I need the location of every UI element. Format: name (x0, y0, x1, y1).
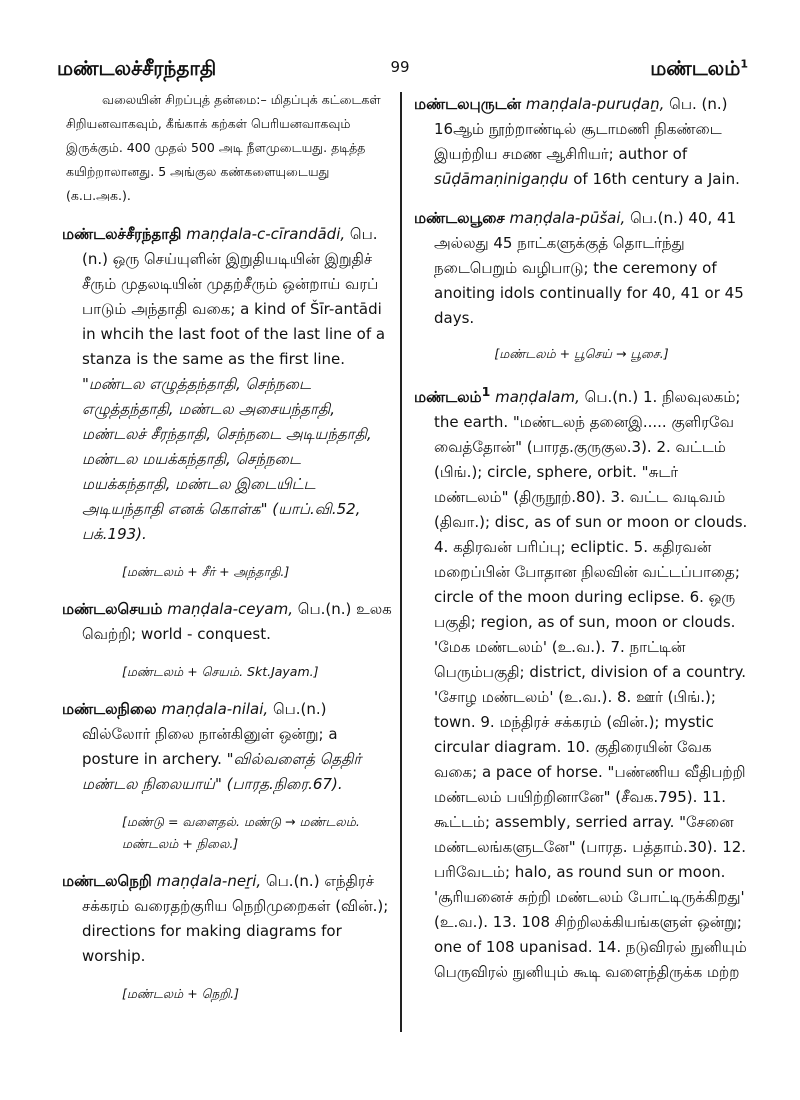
definition: பெ.(n.) 40, 41 அல்லது 45 நாட்களுக்குத் தொடர்ந்து நடைபெறும் வழிபாடு; the ceremony of anoiting idols continually for 40, 41 or 45 days. (434, 209, 744, 327)
headword (414, 384, 491, 406)
citation: "மண்டல எழுத்தந்தாதி, செந்நடை எழுத்தந்தாதி, மண்டல அசையந்தாதி, மண்டலச் சீரந்தாதி, செந்நடை அடியந்தாதி, மண்டல மயக்கந்தாதி, செந்நடை மயக்கந்தாதி, மண்டல இடையிட்ட அடியந்தாதி எனக் கொள்க" (யாப்.வி.52, பக்.193). (82, 375, 372, 543)
transliteration: maṇḍala-ceyam, (167, 600, 293, 618)
entry-mandalam (414, 379, 749, 985)
entry-mandala-neri (62, 869, 392, 969)
left-column (62, 88, 392, 1005)
column-divider (400, 92, 402, 1032)
continued-entry-text: வலையின் சிறப்புத் தன்மை:– மிதப்புக் கட்டைகள் சிறியனவாகவும், கீங்காக் கற்கள் பெரியனவாகவும் இருக்கும். 400 முதல் 500 அடி நீளமுடையது. தடித்த கயிற்றாலானது. 5 அங்குல கண்களையுடையது (க.ப.அக.). (66, 92, 381, 203)
definition: பெ.(n.) ஒரு செய்யுளின் இறுதியடியின் இறுதிச் சீரும் முதலடியின் முதற்சீரும் ஒன்றாய் வரப் பாடும் அந்தாதி வகை; a kind of Šīr-antādi in whcih the last foot of the last line of a stanza is the same as the first line. (82, 225, 386, 368)
transliteration: maṇḍalam, (495, 388, 580, 406)
definition: பெ.(n.) எந்திரச் சக்கரம் வரைதற்குரிய நெறிமுறைகள் (வின்.); directions for making diagrams for worship. (82, 872, 389, 965)
header-right-superscript: 1 (740, 57, 748, 71)
header-right-text: மண்டலம் (650, 56, 741, 80)
definition: பெ.(n.) உலக வெற்றி; world - conquest. (82, 600, 392, 643)
definition: பெ. (n.) 16ஆம் நூற்றாண்டில் சூடாமணி நிகண்டை இயற்றிய சமண ஆசிரியர்; author of (434, 95, 728, 163)
transliteration: maṇḍala-neṟi, (156, 872, 262, 890)
headword-text: மண்டலம் (414, 388, 482, 406)
headword: மண்டலநிலை (62, 700, 157, 718)
headword: மண்டலசெயம் (62, 600, 163, 618)
headword: மண்டலபூசை (414, 209, 505, 227)
entry-mandala-c-cirandadi (62, 222, 392, 547)
headword-superscript: 1 (481, 384, 491, 399)
etymology: [மண்டலம் + பூசெய் → பூசை.] (494, 346, 669, 361)
etymology: [மண்டலம் + நெறி.] (122, 986, 239, 1001)
transliteration: maṇḍala-pūšai, (509, 209, 626, 227)
header-right-guideword (650, 56, 748, 83)
entry-mandala-pusai (414, 206, 749, 331)
page-number: 99 (390, 58, 410, 76)
etymology: [மண்டு = வளைதல். மண்டு → மண்டலம். மண்டலம் + நிலை.] (122, 814, 360, 851)
page-header (0, 56, 800, 90)
definition-end: of 16th century a Jain. (573, 170, 740, 188)
definition: பெ.(n.) வில்லோர் நிலை நான்கினுள் ஒன்று; a posture in archery. (82, 700, 338, 768)
etymology: [மண்டலம் + செயம். Skt.Jayam.] (122, 664, 319, 679)
header-left-guideword: மண்டலச்சீரந்தாதி (57, 56, 217, 80)
transliteration: maṇḍala-c-cīrandādi, (186, 225, 346, 243)
right-column (414, 88, 749, 985)
headword: மண்டலநெறி (62, 872, 152, 890)
transliteration: maṇḍala-nilai, (161, 700, 269, 718)
headword: மண்டலபுருடன் (414, 95, 522, 113)
entry-mandala-purudan (414, 92, 749, 192)
entry-mandala-ceyam (62, 597, 392, 647)
work-title: sūḍāmaṇinigaṇḍu (434, 170, 569, 188)
transliteration: maṇḍala-puruḍaṉ, (525, 95, 665, 113)
definition: பெ.(n.) 1. நிலவுலகம்; the earth. "மண்டலந் தனைஇ..... குளிரவே வைத்தோன்" (பாரத.குருகுல.3). 2. வட்டம் (பிங்.); circle, sphere, orbit. "சுடர் மண்டலம்" (திருநூற்.80). 3. வட்ட வடிவம் (திவா.); disc, as of sun or moon or clouds. 4. கதிரவன் பரிப்பு; ecliptic. 5. கதிரவன் மறைப்பின் போதான நிலவின் வட்டப்பாதை; circle of the moon during eclipse. 6. ஒரு பகுதி; region, as of sun, moon or clouds. 'மேக மண்டலம்' (உ.வ.). 7. நாட்டின் பெரும்பகுதி; district, division of a country. 'சோழ மண்டலம்' (உ.வ.). 8. ஊர் (பிங்.); town. 9. மந்திரச் சக்கரம் (வின்.); mystic circular diagram. 10. குதிரையின் வேக வகை; a pace of horse. "பண்ணிய வீதிபற்றி மண்டலம் பயிற்றினானே" (சீவக.795). 11. கூட்டம்; assembly, serried array. "சேனை மண்டலங்களுடனே" (பாரத. பத்தாம்.30). 12. பரிவேடம்; halo, as round sun or moon. 'சூரியனைச் சுற்றி மண்டலம் போட்டிருக்கிறது' (உ.வ.). 13. 108 சிற்றிலக்கியங்களுள் ஒன்று; one of 108 upanisad. 14. நடுவிரல் நுனியும் பெருவிரல் நுனியும் கூடி வளைந்திருக்க மற்ற (434, 388, 748, 981)
citation: "வில்வளைத் தெதிர் மண்டல நிலையாய்" (பாரத.நிரை.67). (82, 750, 362, 793)
etymology: [மண்டலம் + சீர் + அந்தாதி.] (122, 564, 290, 579)
entry-mandala-nilai (62, 697, 392, 797)
headword: மண்டலச்சீரந்தாதி (62, 225, 182, 243)
